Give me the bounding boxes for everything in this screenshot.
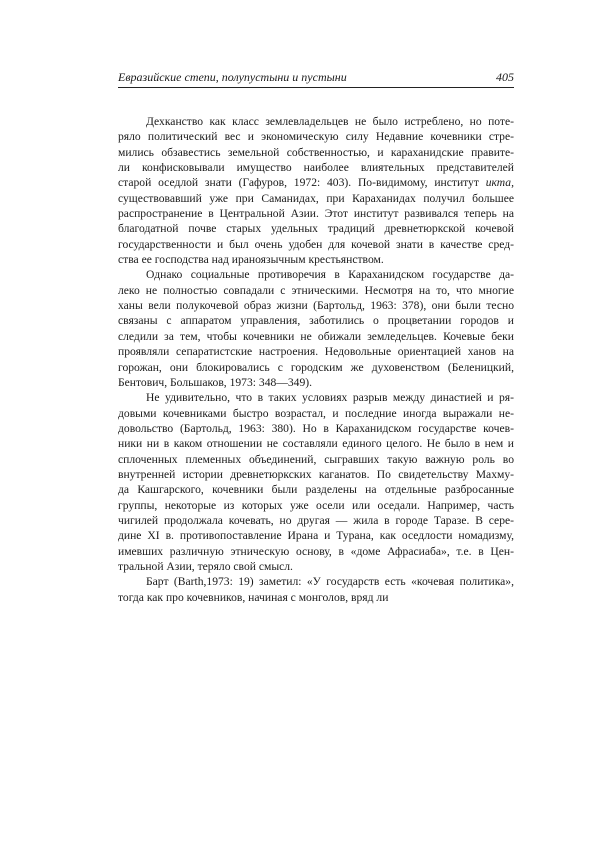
- text-line: [118, 574, 514, 589]
- text-line: [118, 344, 514, 359]
- text-line-content: дине XI в. противопоставление Ирана и Турана, как оседлости номадизму,: [118, 529, 514, 543]
- text-line: [118, 175, 514, 190]
- text-line: [118, 267, 514, 282]
- text-line-content: чигилей продолжала кочевать, но другая — жила в городе Таразе. В сере-: [118, 513, 514, 527]
- body-text: [118, 114, 514, 605]
- text-line-content: горожан, они блокировались с городским же духовенством (Беленицкий,: [118, 360, 514, 374]
- text-line: [118, 528, 514, 543]
- text-line: [118, 467, 514, 482]
- text-line-content: ники ни в каком отношении не составляли единого целого. Не было в нем и: [118, 437, 514, 451]
- text-line: [118, 498, 514, 513]
- text-line: [118, 206, 514, 221]
- text-line: [118, 298, 514, 313]
- text-line-content: следили за тем, чтобы кочевники не обижали земледельцев. Кочевые беки: [118, 329, 514, 343]
- text-line: [118, 329, 514, 344]
- running-title: Евразийские степи, полупустыни и пустыни: [118, 70, 347, 84]
- text-line: [118, 590, 514, 605]
- running-header: [118, 70, 514, 88]
- text-line-content: ханы вели полукочевой образ жизни (Бартольд, 1963: 378), они были тесно: [118, 299, 514, 313]
- italic-term: икта,: [485, 176, 514, 190]
- text-line: [118, 513, 514, 528]
- text-line: [118, 406, 514, 421]
- text-line: [118, 390, 514, 405]
- text-line: [118, 191, 514, 206]
- text-line-content: связаны с аппаратом управления, заботились о процветании городов и: [118, 314, 514, 328]
- text-line: [118, 160, 514, 175]
- text-line-content: да Кашгарского, кочевники были разделены на отдельные разбросанные: [118, 483, 514, 497]
- text-line: [118, 452, 514, 467]
- text-line-content: леко не полностью совпадали с этническими. Несмотря на то, что многие: [118, 283, 514, 297]
- text-line-content: Барт (Barth,1973: 19) заметил: «У государств есть «кочевая политика»,: [146, 575, 514, 589]
- text-line-content: старой оседлой знати (Гафуров, 1972: 403). По-видимому, институт: [118, 176, 486, 190]
- text-line: [118, 360, 514, 375]
- text-line: [118, 375, 514, 390]
- text-line-content: имевших различную этническую основу, в «доме Афрасиаба», т.е. в Цен-: [118, 544, 514, 558]
- text-line-content: Однако социальные противоречия в Караханидском государстве да-: [146, 268, 514, 282]
- page-number: 405: [496, 70, 514, 84]
- text-line-content: существовавший уже при Саманидах, при Караханидах получил большее: [118, 191, 514, 205]
- text-line: [118, 482, 514, 497]
- text-line: [118, 145, 514, 160]
- text-line: [118, 237, 514, 252]
- text-line-content: благодатной почве старых удельных традиций древнетюркской кочевой: [118, 222, 514, 236]
- text-line-content: довольство (Бартольд, 1963: 380). Но в Караханидском государстве кочев-: [118, 421, 514, 435]
- text-line-content: Дехканство как класс землевладельцев не было истреблено, но поте-: [146, 115, 514, 128]
- text-line-content: мились обзавестись земельной собственностью, и караханидские правите-: [118, 145, 514, 159]
- text-line-content: распространение в Центральной Азии. Этот институт развивался теперь на: [118, 207, 514, 221]
- text-line-content: группы, некоторые из которых уже осели или оседали. Например, часть: [118, 498, 514, 512]
- text-line: [118, 421, 514, 436]
- text-line: [118, 559, 514, 574]
- text-line: [118, 129, 514, 144]
- text-line-content: ства ее господства над ираноязычным крестьянством.: [118, 253, 384, 267]
- text-line: [118, 313, 514, 328]
- text-line-content: проявляли сепаратистские настроения. Недовольные ориентацией ханов на: [118, 345, 514, 359]
- text-line: [118, 221, 514, 236]
- text-line-content: ряло политический вес и экономическую силу Недавние кочевники стре-: [118, 130, 514, 144]
- text-line: [118, 436, 514, 451]
- text-line: [118, 114, 514, 129]
- text-line-content: тогда как про кочевников, начиная с монголов, вряд ли: [118, 590, 389, 604]
- text-line-content: довыми кочевниками быстро возрастал, и последние иногда выражали не-: [118, 406, 514, 420]
- text-line-content: Не удивительно, что в таких условиях разрыв между династией и ря-: [146, 391, 514, 405]
- text-line: [118, 252, 514, 267]
- text-line-content: тральной Азии, теряло свой смысл.: [118, 559, 293, 573]
- text-line: [118, 544, 514, 559]
- text-line-content: Бентович, Большаков, 1973: 348—349).: [118, 375, 313, 389]
- text-line-content: внутренней истории древнетюркских каганатов. По свидетельству Махму-: [118, 467, 514, 481]
- text-line-content: сплоченных племенных объединений, сыгравших такую важную роль во: [118, 452, 514, 466]
- text-line-content: государственности и был очень удобен для кочевой знати в качестве сред-: [118, 237, 514, 251]
- text-line-content: ли конфисковывали имущество наиболее влиятельных представителей: [118, 161, 514, 175]
- text-line: [118, 283, 514, 298]
